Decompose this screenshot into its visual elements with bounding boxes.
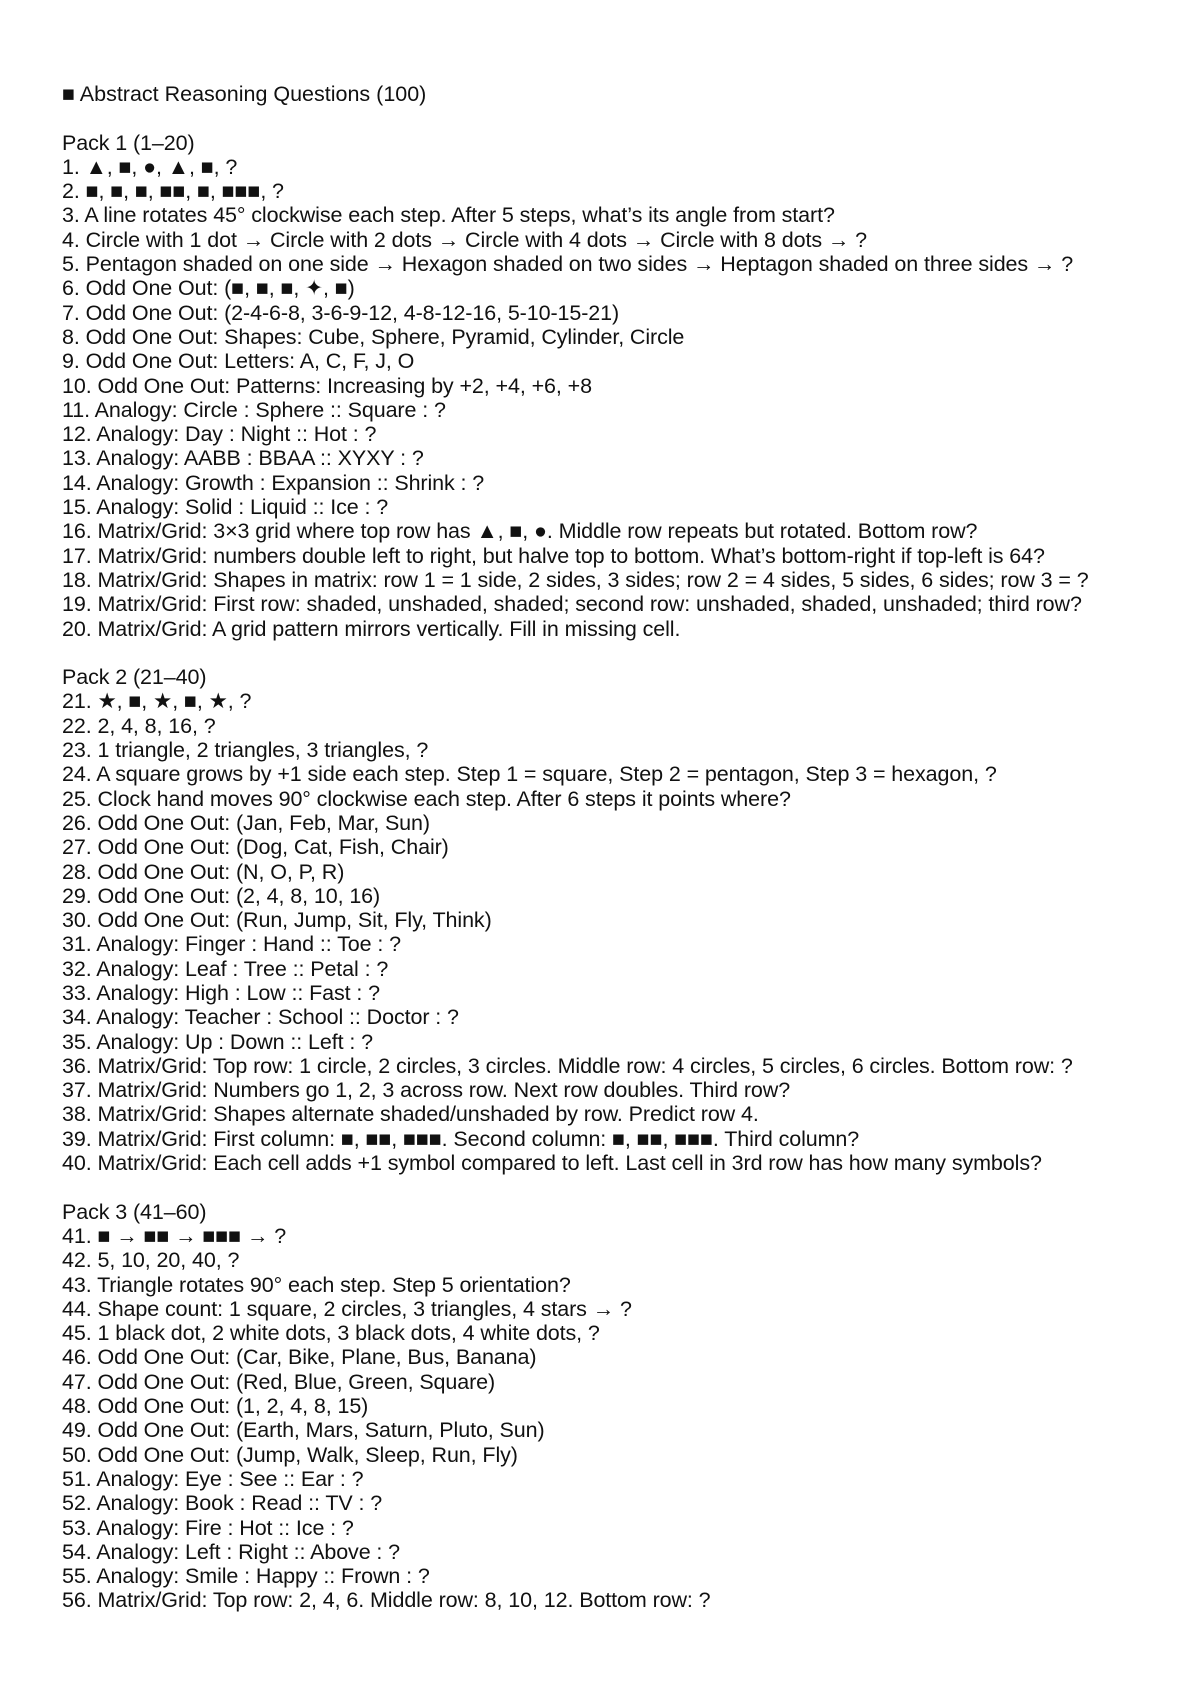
question-item: 35. Analogy: Up : Down :: Left : ? xyxy=(62,1029,373,1054)
question-item: 20. Matrix/Grid: A grid pattern mirrors vertically. Fill in missing cell. xyxy=(62,616,681,641)
pack-header: Pack 1 (1–20) xyxy=(62,130,195,155)
spacer xyxy=(62,106,1200,130)
question-item: 41. ■ → ■■ → ■■■ → ? xyxy=(62,1223,287,1248)
question-item: 37. Matrix/Grid: Numbers go 1, 2, 3 across row. Next row doubles. Third row? xyxy=(62,1078,791,1103)
question-item: 10. Odd One Out: Patterns: Increasing by +2, +4, +6, +8 xyxy=(62,373,592,398)
question-item: 17. Matrix/Grid: numbers double left to right, but halve top to bottom. What’s bottom-right if top-left is 64? xyxy=(62,543,1045,568)
question-item: 18. Matrix/Grid: Shapes in matrix: row 1 = 1 side, 2 sides, 3 sides; row 2 = 4 sides, 5 sides, 6 sides; row 3 = ? xyxy=(62,567,1089,592)
question-item: 15. Analogy: Solid : Liquid :: Ice : ? xyxy=(62,495,389,520)
question-item: 22. 2, 4, 8, 16, ? xyxy=(62,713,216,738)
question-item: 31. Analogy: Finger : Hand :: Toe : ? xyxy=(62,932,401,957)
pack-header: Pack 2 (21–40) xyxy=(62,665,207,690)
question-item: 33. Analogy: High : Low :: Fast : ? xyxy=(62,980,380,1005)
question-item: 8. Odd One Out: Shapes: Cube, Sphere, Pyramid, Cylinder, Circle xyxy=(62,324,685,349)
question-item: 39. Matrix/Grid: First column: ■, ■■, ■■■. Second column: ■, ■■, ■■■. Third column? xyxy=(62,1126,860,1151)
question-item: 48. Odd One Out: (1, 2, 4, 8, 15) xyxy=(62,1394,369,1419)
question-item: 47. Odd One Out: (Red, Blue, Green, Square) xyxy=(62,1369,496,1394)
question-item: 19. Matrix/Grid: First row: shaded, unshaded, shaded; second row: unshaded, shaded, unshaded; third row? xyxy=(62,592,1082,617)
spacer xyxy=(62,1175,1200,1199)
question-item: 4. Circle with 1 dot → Circle with 2 dots → Circle with 4 dots → Circle with 8 dots → ? xyxy=(62,227,867,252)
pack-header: Pack 3 (41–60) xyxy=(62,1199,207,1224)
question-item: 54. Analogy: Left : Right :: Above : ? xyxy=(62,1539,401,1564)
question-item: 2. ■, ■, ■, ■■, ■, ■■■, ? xyxy=(62,179,284,204)
question-item: 56. Matrix/Grid: Top row: 2, 4, 6. Middle row: 8, 10, 12. Bottom row: ? xyxy=(62,1588,711,1613)
question-item: 45. 1 black dot, 2 white dots, 3 black dots, 4 white dots, ? xyxy=(62,1321,600,1346)
question-item: 38. Matrix/Grid: Shapes alternate shaded/unshaded by row. Predict row 4. xyxy=(62,1102,759,1127)
question-item: 53. Analogy: Fire : Hot :: Ice : ? xyxy=(62,1515,354,1540)
question-item: 55. Analogy: Smile : Happy :: Frown : ? xyxy=(62,1564,430,1589)
question-item: 11. Analogy: Circle : Sphere :: Square : ? xyxy=(62,397,446,422)
question-item: 7. Odd One Out: (2-4-6-8, 3-6-9-12, 4-8-12-16, 5-10-15-21) xyxy=(62,300,620,325)
question-item: 13. Analogy: AABB : BBAA :: XYXY : ? xyxy=(62,446,424,471)
question-item: 6. Odd One Out: (■, ■, ■, ✦, ■) xyxy=(62,276,355,301)
question-item: 21. ★, ■, ★, ■, ★, ? xyxy=(62,689,252,714)
document-page xyxy=(62,82,1200,1613)
question-item: 32. Analogy: Leaf : Tree :: Petal : ? xyxy=(62,956,389,981)
question-item: 51. Analogy: Eye : See :: Ear : ? xyxy=(62,1466,364,1491)
question-item: 50. Odd One Out: (Jump, Walk, Sleep, Run, Fly) xyxy=(62,1442,518,1467)
question-item: 49. Odd One Out: (Earth, Mars, Saturn, Pluto, Sun) xyxy=(62,1418,545,1443)
question-item: 9. Odd One Out: Letters: A, C, F, J, O xyxy=(62,349,415,374)
question-item: 16. Matrix/Grid: 3×3 grid where top row has ▲, ■, ●. Middle row repeats but rotated. Bottom row? xyxy=(62,519,978,544)
document-title: ■ Abstract Reasoning Questions (100) xyxy=(62,82,427,106)
question-item: 46. Odd One Out: (Car, Bike, Plane, Bus, Banana) xyxy=(62,1345,537,1370)
question-item: 29. Odd One Out: (2, 4, 8, 10, 16) xyxy=(62,883,381,908)
question-item: 25. Clock hand moves 90° clockwise each step. After 6 steps it points where? xyxy=(62,786,791,811)
question-item: 30. Odd One Out: (Run, Jump, Sit, Fly, Think) xyxy=(62,908,492,933)
question-item: 5. Pentagon shaded on one side → Hexagon shaded on two sides → Heptagon shaded on three sides → ? xyxy=(62,252,1074,277)
spacer xyxy=(62,641,1200,665)
question-item: 24. A square grows by +1 side each step. Step 1 = square, Step 2 = pentagon, Step 3 = hexagon, ? xyxy=(62,762,997,787)
question-item: 1. ▲, ■, ●, ▲, ■, ? xyxy=(62,154,238,179)
question-item: 43. Triangle rotates 90° each step. Step 5 orientation? xyxy=(62,1272,571,1297)
question-item: 12. Analogy: Day : Night :: Hot : ? xyxy=(62,422,377,447)
question-item: 34. Analogy: Teacher : School :: Doctor : ? xyxy=(62,1005,459,1030)
question-item: 40. Matrix/Grid: Each cell adds +1 symbol compared to left. Last cell in 3rd row has how many symbols? xyxy=(62,1151,1042,1176)
question-item: 52. Analogy: Book : Read :: TV : ? xyxy=(62,1491,383,1516)
question-item: 14. Analogy: Growth : Expansion :: Shrink : ? xyxy=(62,470,485,495)
question-item: 23. 1 triangle, 2 triangles, 3 triangles, ? xyxy=(62,738,429,763)
question-item: 44. Shape count: 1 square, 2 circles, 3 triangles, 4 stars → ? xyxy=(62,1296,632,1321)
question-item: 27. Odd One Out: (Dog, Cat, Fish, Chair) xyxy=(62,835,449,860)
question-item: 26. Odd One Out: (Jan, Feb, Mar, Sun) xyxy=(62,810,430,835)
question-item: 28. Odd One Out: (N, O, P, R) xyxy=(62,859,345,884)
question-item: 42. 5, 10, 20, 40, ? xyxy=(62,1248,240,1273)
question-item: 3. A line rotates 45° clockwise each step. After 5 steps, what’s its angle from start? xyxy=(62,203,835,228)
question-item: 36. Matrix/Grid: Top row: 1 circle, 2 circles, 3 circles. Middle row: 4 circles, 5 circles, 6 circles. Bottom row: ? xyxy=(62,1053,1073,1078)
